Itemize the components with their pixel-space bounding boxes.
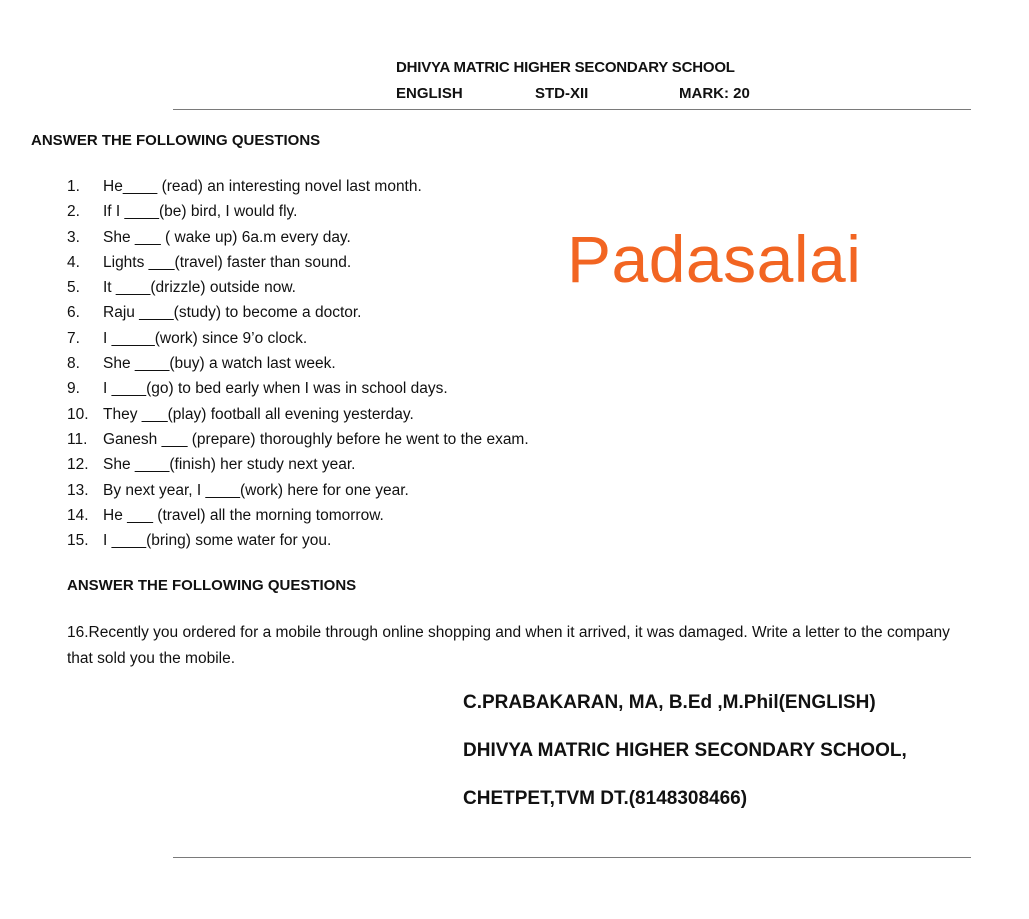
question-text: If I ____(be) bird, I would fly. [103, 203, 298, 221]
question-text: He____ (read) an interesting novel last month. [103, 178, 422, 195]
signature-address: CHETPET,TVM DT.(8148308466) [463, 788, 748, 809]
question-text: She ___ ( wake up) 6a.m every day. [103, 228, 351, 246]
question-text: By next year, I ____(work) here for one year. [103, 481, 409, 499]
question-number: 12. [67, 456, 89, 474]
question-number: 3. [67, 228, 80, 246]
question-number: 14. [67, 506, 89, 524]
question-number: 4. [67, 253, 80, 271]
section-heading-1: ANSWER THE FOLLOWING QUESTIONS [31, 132, 321, 149]
question-item [67, 405, 529, 430]
school-title: DHIVYA MATRIC HIGHER SECONDARY SCHOOL [396, 59, 735, 76]
question-text: Lights ___(travel) faster than sound. [103, 253, 352, 271]
question-text: I _____(work) since 9’o clock. [103, 329, 308, 347]
section-heading-2: ANSWER THE FOLLOWING QUESTIONS [67, 577, 357, 594]
question-text: I ____(bring) some water for you. [103, 532, 332, 550]
question-number: 6. [67, 304, 80, 322]
question-text: She ____(finish) her study next year. [103, 456, 356, 474]
question-number: 15. [67, 532, 89, 550]
question-item [67, 531, 529, 556]
question-item [67, 379, 529, 404]
question-number: 2. [67, 203, 80, 221]
subject-label: ENGLISH [396, 85, 463, 102]
question-text: Ganesh ___ (prepare) thoroughly before he went to the exam. [103, 430, 529, 448]
question-text: I ____(go) to bed early when I was in school days. [103, 380, 448, 398]
mark-label: MARK: 20 [679, 85, 750, 102]
header-divider [173, 109, 971, 110]
question-number: 10. [67, 405, 89, 423]
question-number: 1. [67, 178, 80, 195]
question-number: 11. [67, 430, 88, 448]
question-text: Raju ____(study) to become a doctor. [103, 304, 362, 322]
question-item [67, 329, 529, 354]
question-16-text: 16.Recently you ordered for a mobile through online shopping and when it arrived, it was damaged. Write a letter to the company that sold you the mobile. [67, 624, 950, 667]
question-number: 7. [67, 329, 80, 347]
question-number: 5. [67, 279, 80, 297]
question-text: She ____(buy) a watch last week. [103, 355, 336, 373]
question-item [67, 228, 529, 253]
question-number: 13. [67, 481, 89, 499]
padasalai-watermark: Padasalai [567, 222, 862, 296]
question-text: He ___ (travel) all the morning tomorrow. [103, 506, 384, 524]
question-text: They ___(play) football all evening yesterday. [103, 405, 414, 423]
question-item [67, 506, 529, 531]
question-number: 8. [67, 355, 80, 373]
question-text: It ____(drizzle) outside now. [103, 279, 296, 297]
question-item [67, 303, 529, 328]
question-item [67, 202, 529, 227]
question-item [67, 253, 529, 278]
question-item [67, 278, 529, 303]
std-label: STD-XII [535, 85, 589, 102]
footer-divider [173, 857, 971, 858]
question-item [67, 481, 529, 506]
question-list [67, 177, 529, 556]
signature-name: C.PRABAKARAN, MA, B.Ed ,M.Phil(ENGLISH) [463, 692, 876, 713]
question-item [67, 177, 529, 202]
question-item [67, 430, 529, 455]
question-item [67, 354, 529, 379]
question-item [67, 455, 529, 480]
question-number: 9. [67, 380, 80, 398]
signature-school: DHIVYA MATRIC HIGHER SECONDARY SCHOOL, [463, 740, 907, 761]
